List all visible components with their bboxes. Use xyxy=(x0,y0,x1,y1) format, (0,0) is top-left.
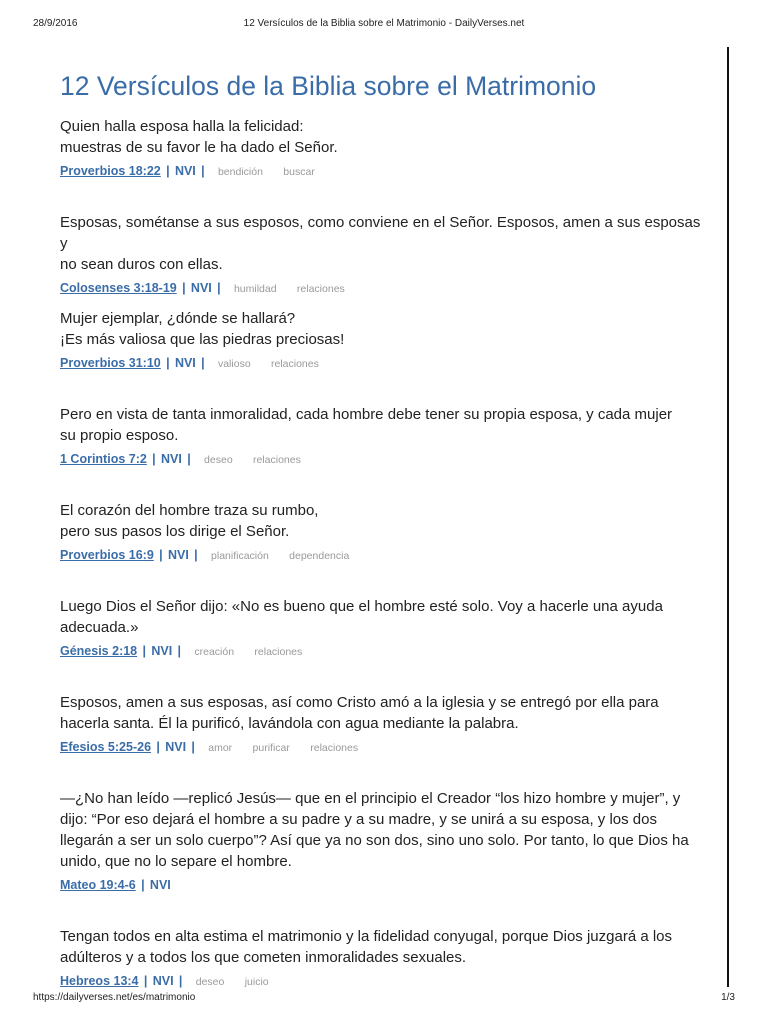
version-label: NVI xyxy=(161,452,182,466)
separator: | xyxy=(166,356,170,370)
verse-meta xyxy=(60,547,710,564)
verse-block xyxy=(60,788,710,893)
separator: | xyxy=(194,548,198,562)
separator: | xyxy=(166,164,170,178)
tag-link[interactable]: relaciones xyxy=(271,358,319,370)
main-content xyxy=(60,66,710,988)
verse-reference-link[interactable]: Colosenses 3:18-19 xyxy=(60,281,177,295)
tag-link[interactable]: planificación xyxy=(211,550,269,562)
tag-link[interactable]: juicio xyxy=(244,976,269,988)
verse-meta xyxy=(60,643,710,660)
separator: | xyxy=(187,452,191,466)
tag-list xyxy=(194,644,319,658)
verse-block xyxy=(60,692,710,756)
separator: | xyxy=(159,548,163,562)
separator: | xyxy=(143,974,148,988)
separator: | xyxy=(152,452,156,466)
tag-link[interactable]: amor xyxy=(208,742,233,754)
print-url: https://dailyverses.net/es/matrimonio xyxy=(33,992,196,1003)
verse-reference-link[interactable]: Proverbios 16:9 xyxy=(60,548,154,562)
version-label: NVI xyxy=(190,281,212,295)
separator: | xyxy=(182,281,186,295)
verse-meta xyxy=(60,355,710,372)
verse-meta xyxy=(60,973,710,990)
version-label: NVI xyxy=(151,644,173,658)
verse-text: Mujer ejemplar, ¿dónde se hallará? ¡Es más valiosa que las piedras preciosas! xyxy=(60,310,345,348)
verse-meta xyxy=(60,739,710,756)
verse-text: Pero en vista de tanta inmoralidad, cada hombre debe tener su propia esposa, y cada mujer su propio esposo. xyxy=(60,406,673,444)
verse-block xyxy=(60,116,710,180)
print-header xyxy=(33,18,735,32)
tag-list xyxy=(204,452,318,466)
verse-reference-link[interactable]: 1 Corintios 7:2 xyxy=(60,452,147,466)
tag-list xyxy=(208,740,375,754)
page-title: 12 Versículos de la Biblia sobre el Matrimonio xyxy=(60,71,597,101)
separator: | xyxy=(217,281,221,295)
verse-text: Esposos, amen a sus esposas, así como Cristo amó a la iglesia y se entregó por ella para hacerla santa. Él la purificó, lavándola con agua mediante la palabra. xyxy=(60,694,659,732)
verse-text: Esposas, sométanse a sus esposos, como conviene en el Señor. Esposos, amen a sus esposas y no sean duros con ellas. xyxy=(60,214,701,273)
verse-reference-link[interactable]: Hebreos 13:4 xyxy=(60,974,139,988)
verse-block xyxy=(60,500,710,564)
tag-link[interactable]: valioso xyxy=(217,358,251,370)
verse-meta xyxy=(60,451,710,468)
page-edge-line xyxy=(727,47,729,987)
tag-link[interactable]: relaciones xyxy=(254,646,303,658)
separator: | xyxy=(191,740,195,754)
version-label: NVI xyxy=(174,164,196,178)
version-label: NVI xyxy=(174,356,196,370)
verse-reference-link[interactable]: Mateo 19:4-6 xyxy=(60,878,136,892)
verse-reference-link[interactable]: Génesis 2:18 xyxy=(60,644,138,658)
verse-text: Luego Dios el Señor dijo: «No es bueno que el hombre esté solo. Voy a hacerle una ayuda adecuada.» xyxy=(60,598,663,636)
tag-list xyxy=(196,974,286,988)
tag-link[interactable]: deseo xyxy=(204,454,233,466)
version-label: NVI xyxy=(167,548,189,562)
tag-link[interactable]: deseo xyxy=(195,976,225,988)
verse-meta xyxy=(60,163,710,180)
tag-link[interactable]: creación xyxy=(194,646,235,658)
print-document-title: 12 Versículos de la Biblia sobre el Matrimonio - DailyVerses.net xyxy=(243,18,525,29)
verse-meta xyxy=(60,877,710,893)
verse-reference-link[interactable]: Efesios 5:25-26 xyxy=(60,740,152,754)
tag-list xyxy=(211,548,366,562)
separator: | xyxy=(201,164,205,178)
tag-link[interactable]: dependencia xyxy=(289,550,350,562)
tag-link[interactable]: humildad xyxy=(233,283,277,295)
verse-block xyxy=(60,926,710,990)
tag-list xyxy=(234,281,362,295)
version-label: NVI xyxy=(149,878,171,892)
tag-link[interactable]: relaciones xyxy=(296,283,345,295)
tag-list xyxy=(218,356,336,370)
version-label: NVI xyxy=(152,974,174,988)
tag-link[interactable]: relaciones xyxy=(310,742,359,754)
verse-text: El corazón del hombre traza su rumbo, pero sus pasos los dirige el Señor. xyxy=(60,502,319,540)
print-date: 28/9/2016 xyxy=(33,18,78,29)
tag-list xyxy=(218,164,332,178)
verse-reference-link[interactable]: Proverbios 31:10 xyxy=(60,356,161,370)
separator: | xyxy=(141,878,145,892)
tag-link[interactable]: relaciones xyxy=(253,454,301,466)
separator: | xyxy=(177,644,182,658)
print-footer xyxy=(33,992,735,1006)
verse-block xyxy=(60,404,710,468)
verse-meta xyxy=(60,280,710,297)
version-label: NVI xyxy=(165,740,187,754)
verse-block xyxy=(60,212,710,297)
verse-text: Tengan todos en alta estima el matrimonio y la fidelidad conyugal, porque Dios juzgará a los adúlteros y a todos los que cometen inmoralidades sexuales. xyxy=(60,928,673,966)
separator: | xyxy=(156,740,160,754)
verse-text: —¿No han leído —replicó Jesús— que en el principio el Creador “los hizo hombre y mujer”, y dijo: “Por eso dejará el hombre a su padre y a su madre, y se unirá a su esposa, y los dos llegarán a ser un solo cuerpo”? Así que ya no son dos, sino uno solo. Por tanto, lo que Dios ha unido, que no lo separe el hombre. xyxy=(60,790,689,870)
verse-block xyxy=(60,308,710,372)
tag-link[interactable]: buscar xyxy=(283,166,315,178)
separator: | xyxy=(142,644,146,658)
verse-reference-link[interactable]: Proverbios 18:22 xyxy=(60,164,161,178)
verse-block xyxy=(60,596,710,660)
tag-link[interactable]: purificar xyxy=(252,742,290,754)
page-number: 1/3 xyxy=(721,992,735,1003)
separator: | xyxy=(178,974,183,988)
tag-link[interactable]: bendición xyxy=(217,166,263,178)
separator: | xyxy=(201,356,205,370)
verse-text: Quien halla esposa halla la felicidad: muestras de su favor le ha dado el Señor. xyxy=(60,118,338,156)
